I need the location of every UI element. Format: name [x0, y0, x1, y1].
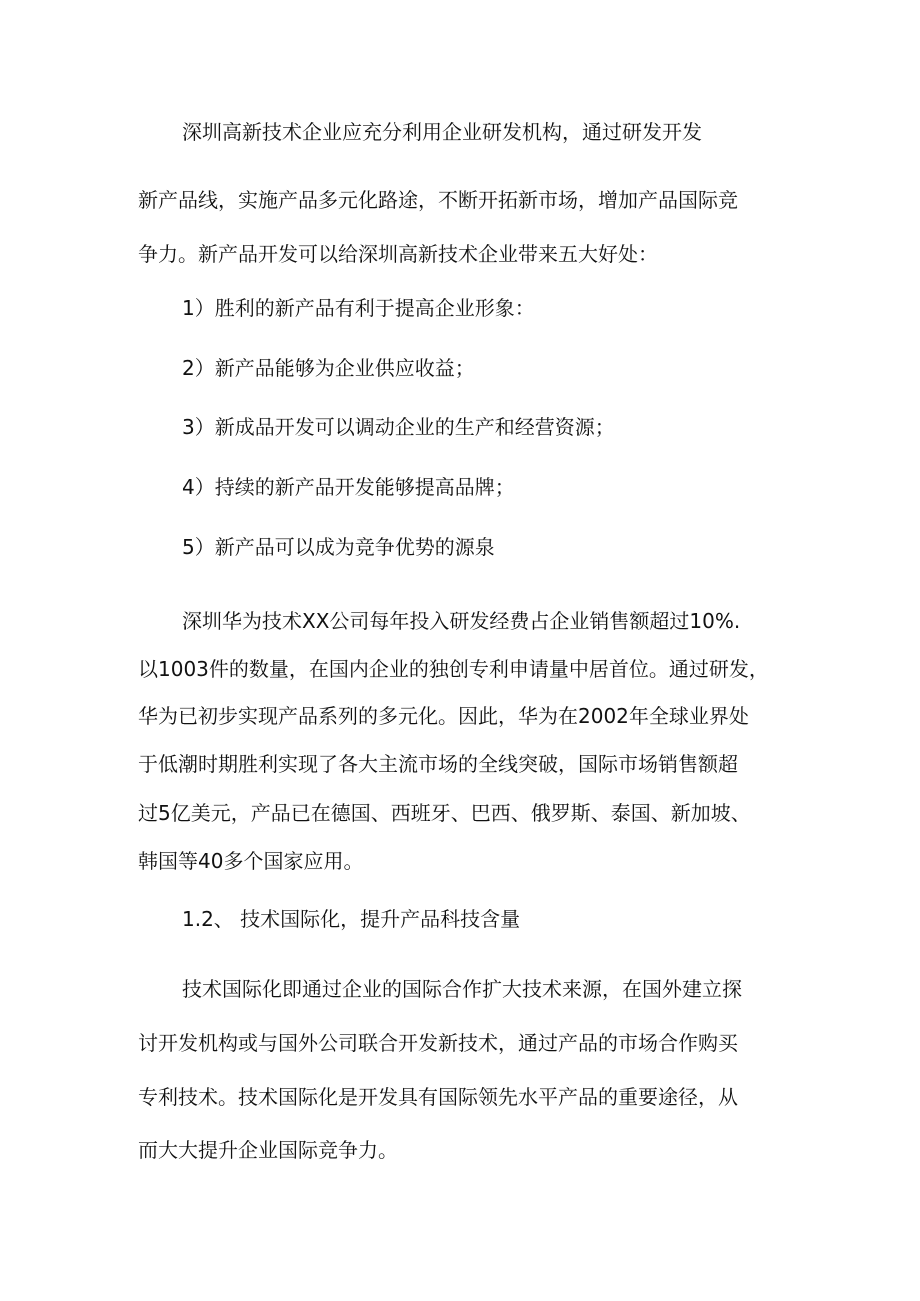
- tech-line: 专利技术。技术国际化是开发具有国际领先水平产品的重要途径，从: [138, 1085, 738, 1109]
- tech-line: 讨开发机构或与国外公司联合开发新技术，通过产品的市场合作购买: [138, 1031, 738, 1055]
- intro-line: 深圳高新技术企业应充分利用企业研发机构，通过研发开发: [182, 120, 702, 144]
- tech-line: 而大大提升企业国际竞争力。: [138, 1138, 398, 1162]
- huawei-line: 韩国等40多个国家应用。: [138, 849, 364, 873]
- huawei-line: 以1003件的数量，在国内企业的独创专利申请量中居首位。通过研发，: [138, 657, 769, 681]
- benefit-item: 3）新成品开发可以调动企业的生产和经营资源；: [182, 415, 615, 439]
- huawei-line: 过5亿美元，产品已在德国、西班牙、巴西、俄罗斯、泰国、新加坡、: [138, 801, 751, 825]
- intro-line: 新产品线，实施产品多元化路途，不断开拓新市场，增加产品国际竞: [138, 188, 738, 212]
- huawei-line: 于低潮时期胜利实现了各大主流市场的全线突破，国际市场销售额超: [138, 752, 738, 776]
- benefit-item: 4）持续的新产品开发能够提高品牌；: [182, 475, 515, 499]
- tech-line: 技术国际化即通过企业的国际合作扩大技术来源，在国外建立探: [182, 977, 742, 1001]
- section-heading: 1.2、 技术国际化，提升产品科技含量: [182, 907, 521, 931]
- benefit-item: 1）胜利的新产品有利于提高企业形象：: [182, 296, 535, 320]
- benefit-item: 2）新产品能够为企业供应收益；: [182, 356, 475, 380]
- huawei-line: 华为已初步实现产品系列的多元化。因此，华为在2002年全球业界处: [138, 704, 749, 728]
- huawei-line: 深圳华为技术XX公司每年投入研发经费占企业销售额超过10%.: [182, 609, 741, 633]
- intro-line: 争力。新产品开发可以给深圳高新技术企业带来五大好处：: [138, 242, 658, 266]
- benefit-item: 5）新产品可以成为竞争优势的源泉: [182, 535, 495, 559]
